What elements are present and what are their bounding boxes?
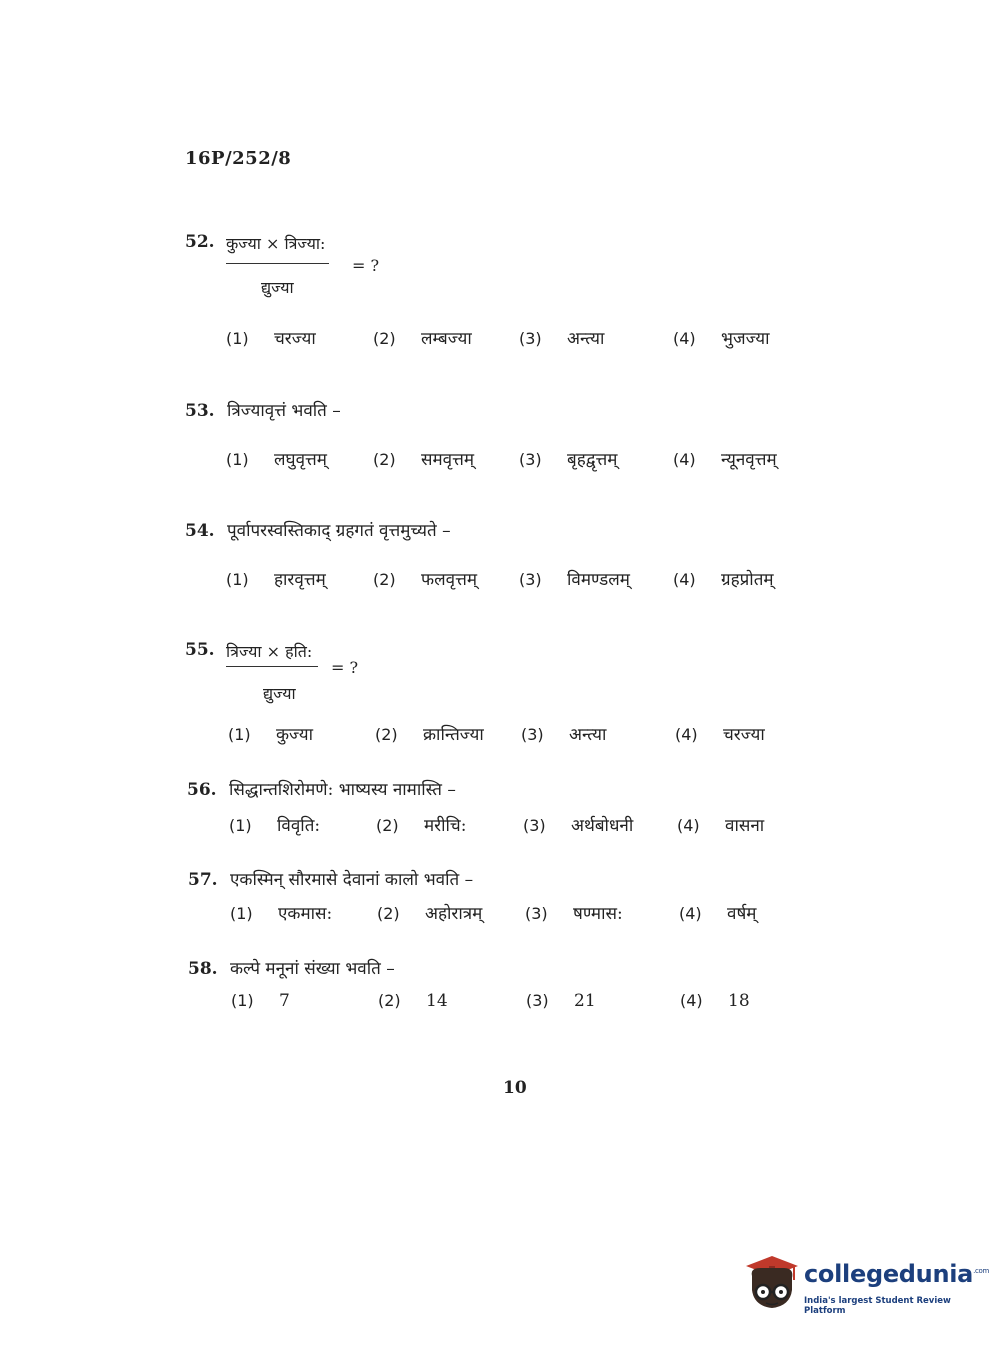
question-number: 55. [185, 640, 215, 660]
option-1[interactable]: (1) लघुवृत्तम् [226, 450, 327, 470]
option-2[interactable]: (2) फलवृत्तम् [373, 570, 477, 590]
question-number: 57. [188, 870, 218, 890]
option-4[interactable]: (4) वर्षम् [679, 904, 757, 924]
fraction-equals: = ? [331, 658, 359, 677]
question-text: त्रिज्यावृत्तं भवति – [227, 401, 341, 421]
fraction-denominator: द्युज्या [261, 278, 294, 297]
option-4[interactable]: (4) 18 [680, 991, 750, 1011]
fraction-numerator: त्रिज्या × हति: [226, 642, 313, 661]
option-3[interactable]: (3) अन्त्या [521, 725, 607, 745]
question-53 [185, 398, 341, 421]
graduate-mascot-icon [742, 1250, 802, 1314]
question-57 [188, 867, 473, 890]
question-number: 58. [188, 959, 218, 979]
option-1[interactable]: (1) 7 [231, 991, 290, 1011]
option-1[interactable]: (1) हारवृत्तम् [226, 570, 326, 590]
option-2[interactable]: (2) लम्बज्या [373, 329, 472, 349]
option-1[interactable]: (1) कुज्या [228, 725, 314, 745]
option-4[interactable]: (4) वासना [677, 816, 765, 836]
collegedunia-logo [742, 1250, 990, 1320]
question-56 [187, 777, 456, 800]
logo-name: collegedunia [804, 1260, 974, 1288]
question-number: 54. [185, 521, 215, 541]
option-4[interactable]: (4) ग्रहप्रोतम् [673, 570, 774, 590]
paper-code: 16P/252/8 [185, 148, 292, 169]
option-3[interactable]: (3) विमण्डलम् [519, 570, 630, 590]
option-3[interactable]: (3) अन्त्या [519, 329, 605, 349]
option-2[interactable]: (2) 14 [378, 991, 448, 1011]
question-58 [188, 956, 395, 979]
logo-tagline: India's largest Student Review Platform [804, 1296, 951, 1316]
question-text: एकस्मिन् सौरमासे देवानां कालो भवति – [230, 870, 474, 890]
option-3[interactable]: (3) बृहद्वृत्तम् [519, 450, 618, 470]
fraction-equals: = ? [352, 256, 380, 275]
option-3[interactable]: (3) 21 [526, 991, 596, 1011]
option-4[interactable]: (4) भुजज्या [673, 329, 770, 349]
fraction-numerator: कुज्या × त्रिज्या: [226, 234, 326, 253]
option-1[interactable]: (1) चरज्या [226, 329, 316, 349]
option-2[interactable]: (2) क्रान्तिज्या [375, 725, 484, 745]
option-1[interactable]: (1) एकमास: [230, 904, 333, 924]
question-number: 56. [187, 780, 217, 800]
option-2[interactable]: (2) अहोरात्रम् [377, 904, 483, 924]
fraction-bar [226, 263, 329, 264]
option-1[interactable]: (1) विवृति: [229, 816, 321, 836]
fraction-bar [226, 666, 318, 667]
option-3[interactable]: (3) षण्मास: [525, 904, 623, 924]
question-52 [185, 232, 227, 252]
option-4[interactable]: (4) चरज्या [675, 725, 765, 745]
option-4[interactable]: (4) न्यूनवृत्तम् [673, 450, 777, 470]
question-54 [185, 518, 451, 541]
question-55 [185, 640, 227, 660]
question-text: कल्पे मनूनां संख्या भवति – [230, 959, 395, 979]
page-number: 10 [503, 1078, 527, 1098]
option-2[interactable]: (2) समवृत्तम् [373, 450, 475, 470]
question-text: सिद्धान्तशिरोमणे: भाष्यस्य नामास्ति – [229, 780, 456, 800]
logo-suffix: .com [973, 1267, 990, 1275]
question-number: 52. [185, 232, 215, 252]
fraction-denominator: द्युज्या [263, 684, 296, 703]
option-2[interactable]: (2) मरीचि: [376, 816, 467, 836]
question-number: 53. [185, 401, 215, 421]
question-text: पूर्वापरस्वस्तिकाद् ग्रहगतं वृत्तमुच्यते – [227, 521, 451, 541]
option-3[interactable]: (3) अर्थबोधनी [523, 816, 634, 836]
